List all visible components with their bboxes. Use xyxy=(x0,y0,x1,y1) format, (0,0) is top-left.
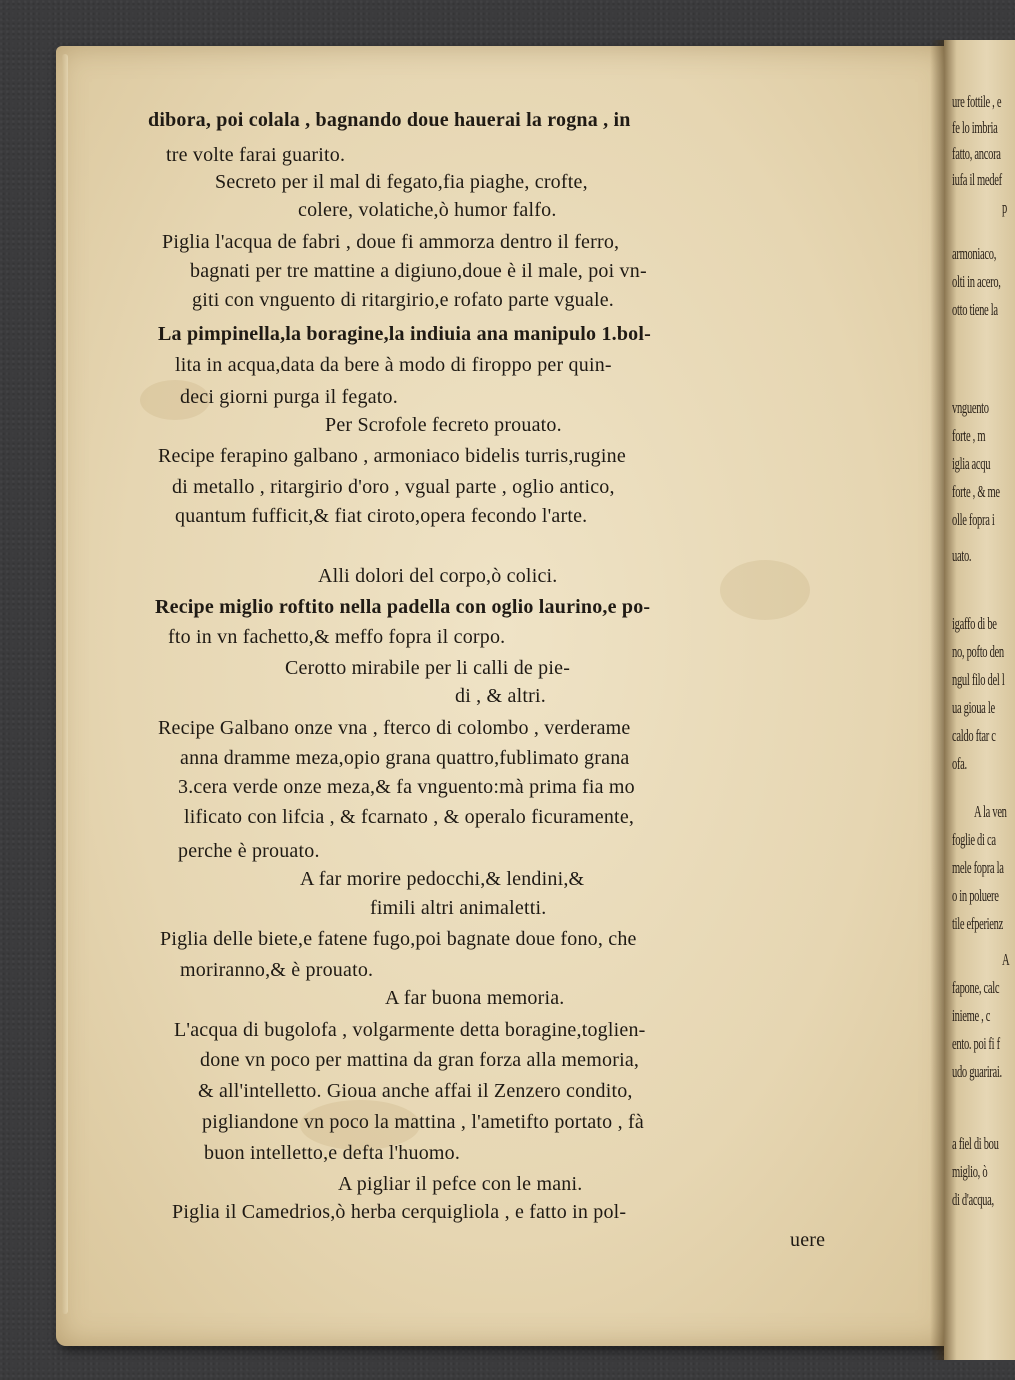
text-line: quantum fufficit,& fiat ciroto,opera fecondo l'arte. xyxy=(175,505,588,527)
heading-line: Cerotto mirabile per li calli de pie- xyxy=(285,657,571,679)
adjacent-text-line: di d'acqua, xyxy=(952,1190,994,1209)
text-line: done vn poco per mattina da gran forza alla memoria, xyxy=(200,1049,640,1071)
adjacent-text-line: o in poluere xyxy=(952,886,999,905)
adjacent-text-line: fe lo imbria xyxy=(952,118,998,137)
adjacent-text-line: olle fopra i xyxy=(952,510,995,529)
adjacent-text-line: A la ven xyxy=(974,802,1007,821)
text-line: Piglia l'acqua de fabri , doue fi ammorza dentro il ferro, xyxy=(162,231,620,253)
adjacent-text-line: no, pofto den xyxy=(952,642,1004,661)
adjacent-text-line: igaffo di be xyxy=(952,614,997,633)
adjacent-text-line: foglie di ca xyxy=(952,830,996,849)
adjacent-text-line: ento. poi fi f xyxy=(952,1034,1000,1053)
text-line: Piglia il Camedrios,ò herba cerquigliola , e fatto in pol- xyxy=(172,1201,627,1223)
adjacent-text-line: forte , & me xyxy=(952,482,1000,501)
text-line: fto in vn fachetto,& meffo fopra il corpo. xyxy=(168,626,506,648)
text-line: buon intelletto,e defta l'huomo. xyxy=(204,1142,461,1164)
heading-line: fimili altri animaletti. xyxy=(370,897,547,919)
text-line: perche è prouato. xyxy=(178,840,320,862)
adjacent-text-line: miglio, ò xyxy=(952,1162,988,1181)
text-line: lificato con lifcia , & fcarnato , & operalo ficuramente, xyxy=(184,806,635,828)
adjacent-text-line: mele fopra la xyxy=(952,858,1004,877)
adjacent-text-line: tile efperienz xyxy=(952,914,1003,933)
heading-line: A pigliar il pefce con le mani. xyxy=(338,1173,583,1195)
text-line: tre volte farai guarito. xyxy=(166,144,346,166)
adjacent-page xyxy=(944,40,1015,1360)
text-line: lita in acqua,data da bere à modo di firoppo per quin- xyxy=(175,354,612,376)
text-line: 3.cera verde onze meza,& fa vnguento:mà prima fia mo xyxy=(178,776,635,798)
adjacent-text-line: caldo ftar c xyxy=(952,726,996,745)
text-line: Recipe miglio roftito nella padella con oglio laurino,e po- xyxy=(155,596,651,618)
text-line: anna dramme meza,opio grana quattro,fublimato grana xyxy=(180,747,630,769)
adjacent-text-line: vnguento xyxy=(952,398,989,417)
text-line: & all'intelletto. Gioua anche affai il Zenzero condito, xyxy=(198,1080,633,1102)
heading-line: colere, volatiche,ò humor falfo. xyxy=(298,199,557,221)
adjacent-text-line: uato. xyxy=(952,546,972,565)
adjacent-text-line: olti in acero, xyxy=(952,272,1001,291)
adjacent-text-line: ofa. xyxy=(952,754,967,773)
heading-line: A far buona memoria. xyxy=(385,987,565,1009)
text-line: pigliandone vn poco la mattina , l'ametifto portato , fà xyxy=(202,1111,644,1133)
catchword: uere xyxy=(790,1229,826,1251)
text-line: bagnati per tre mattine a digiuno,doue è il male, poi vn- xyxy=(190,260,647,282)
adjacent-text-line: fatto, ancora xyxy=(952,144,1001,163)
text-line: moriranno,& è prouato. xyxy=(180,959,374,981)
adjacent-text-line: fapone, calc xyxy=(952,978,1000,997)
text-line: di metallo , ritargirio d'oro , vgual parte , oglio antico, xyxy=(172,476,615,498)
adjacent-text-line: forte , m xyxy=(952,426,986,445)
adjacent-text-line: ua gioua le xyxy=(952,698,995,717)
text-line: Piglia delle biete,e fatene fugo,poi bagnate doue fono, che xyxy=(160,928,637,950)
text-line: dibora, poi colala , bagnando doue hauerai la rogna , in xyxy=(148,109,631,131)
adjacent-text-line: a fiel di bou xyxy=(952,1134,999,1153)
text-line: giti con vnguento di ritargirio,e rofato parte vguale. xyxy=(192,289,614,311)
heading-line: A far morire pedocchi,& lendini,& xyxy=(300,868,585,890)
text-line: L'acqua di bugolofa , volgarmente detta boragine,toglien- xyxy=(174,1019,646,1041)
adjacent-text-line: iufa il medef xyxy=(952,170,1002,189)
text-line: La pimpinella,la boragine,la indiuia ana manipulo 1.bol- xyxy=(158,323,651,345)
heading-line: di , & altri. xyxy=(455,685,546,707)
text-line: deci giorni purga il fegato. xyxy=(180,386,398,408)
heading-line: Per Scrofole fecreto prouato. xyxy=(325,414,562,436)
adjacent-text-line: udo guarirai. xyxy=(952,1062,1002,1081)
heading-line: Secreto per il mal di fegato,fia piaghe, crofte, xyxy=(215,171,588,193)
adjacent-text-line: A xyxy=(1002,950,1010,969)
adjacent-text-line: ure fottile , e xyxy=(952,92,1002,111)
adjacent-text-line: ngul filo del l xyxy=(952,670,1005,689)
adjacent-text-line: iglia acqu xyxy=(952,454,991,473)
adjacent-text-line: inieme , c xyxy=(952,1006,991,1025)
text-line: Recipe ferapino galbano , armoniaco bidelis turris,rugine xyxy=(158,445,626,467)
text-line: Recipe Galbano onze vna , fterco di colombo , verderame xyxy=(158,717,631,739)
adjacent-text-line: otto tiene la xyxy=(952,300,998,319)
heading-line: Alli dolori del corpo,ò colici. xyxy=(318,565,558,587)
adjacent-text-line: p xyxy=(1002,198,1007,217)
adjacent-text-line: armoniaco, xyxy=(952,244,997,263)
